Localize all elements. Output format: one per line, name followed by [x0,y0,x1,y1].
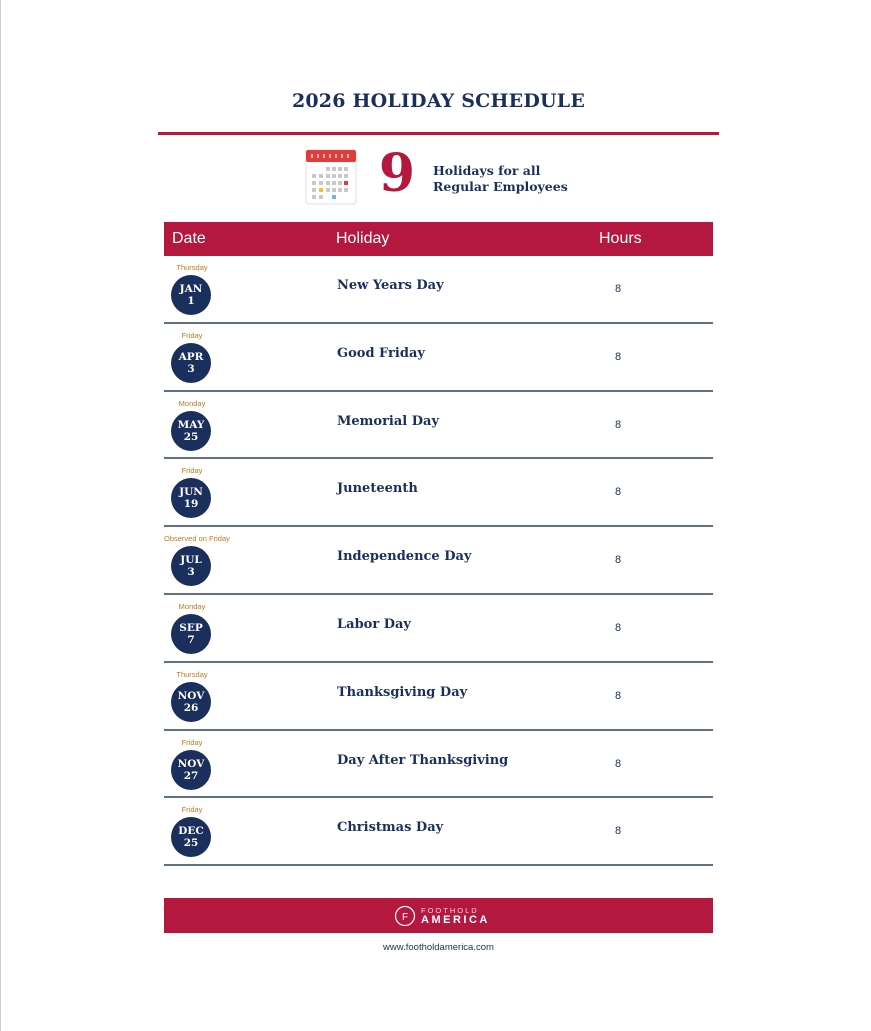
weekday-label: Monday [178,398,206,408]
holiday-hours: 8 [615,350,622,363]
weekday-label: Observed on Friday [164,534,230,544]
date-badge [171,750,211,790]
header-holiday: Holiday [336,230,390,247]
date-day: 1 [187,295,195,307]
date-month: JAN [179,283,203,295]
holiday-hours: 8 [615,486,622,499]
holiday-name: Christmas Day [337,820,444,836]
holiday-name: Memorial Day [337,413,440,429]
date-badge [171,817,211,857]
weekday-label: Thursday [176,263,208,272]
holiday-name: New Years Day [337,278,444,293]
holiday-name: Day After Thanksgiving [337,752,509,768]
page-title: 2026 HOLIDAY SCHEDULE [291,90,586,112]
holiday-hours: 8 [615,283,622,295]
table-row [164,527,713,595]
date-day: 25 [183,430,199,443]
holiday-count-label [433,163,583,195]
date-day: 7 [187,633,195,646]
weekday-label: Friday [181,805,203,815]
table-header [164,222,713,256]
weekday-label: Friday [181,466,203,476]
holiday-hours: 8 [615,757,622,770]
header-date: Date [172,230,206,247]
holiday-hours: 8 [615,418,622,431]
date-month: JUN [179,486,203,499]
count-label-line2: Regular Employees [433,179,568,194]
date-day: 3 [187,566,195,579]
page-edge [0,0,1,1031]
holiday-count: 9 [378,143,416,204]
date-month: APR [178,350,204,363]
table-row [164,798,713,866]
date-badge [171,546,211,586]
date-day: 19 [183,498,199,511]
table-row [164,324,713,392]
footer-banner [164,898,713,933]
holiday-name: Thanksgiving Day [337,684,468,700]
table-row [164,663,713,731]
footer-url[interactable]: www.footholdamerica.com [383,942,494,953]
table-row [164,256,713,324]
holiday-hours: 8 [615,825,622,838]
date-badge [171,343,211,383]
date-month: JUL [180,554,202,567]
date-badge [171,614,211,654]
date-month: DEC [178,825,204,838]
weekday-label: Monday [178,601,206,611]
foothold-logo-icon [394,905,416,927]
date-day: 27 [183,769,199,782]
date-month: NOV [177,757,205,770]
logo-letter: F [401,912,409,923]
date-badge [171,478,211,518]
footer-logo-big: AMERICA [421,914,490,926]
date-month: MAY [177,418,205,431]
date-day: 25 [183,837,199,850]
holiday-hours: 8 [615,689,622,702]
header-hours: Hours [599,230,642,247]
holiday-name: Good Friday [337,345,425,361]
date-badge [171,682,211,722]
holiday-table [164,256,713,866]
holiday-name: Labor Day [337,616,411,632]
weekday-label: Friday [181,737,203,747]
calendar-icon [305,147,357,205]
footer-logo-small: FOOTHOLD [421,906,479,915]
date-day: 26 [183,701,199,714]
holiday-name: Independence Day [337,549,472,565]
holiday-hours: 8 [615,554,622,567]
table-row [164,459,713,527]
date-month: SEP [179,621,203,634]
table-row [164,595,713,663]
weekday-label: Thursday [176,669,208,679]
date-month: NOV [177,689,205,702]
table-row [164,731,713,799]
weekday-label: Friday [181,330,203,340]
date-badge [171,275,211,315]
count-label-line1: Holidays for all [433,163,541,178]
holiday-hours: 8 [615,621,622,634]
holiday-name: Juneteenth [337,481,418,497]
date-day: 3 [187,362,195,375]
title-divider [158,132,719,135]
date-badge [171,411,211,451]
table-row [164,392,713,460]
